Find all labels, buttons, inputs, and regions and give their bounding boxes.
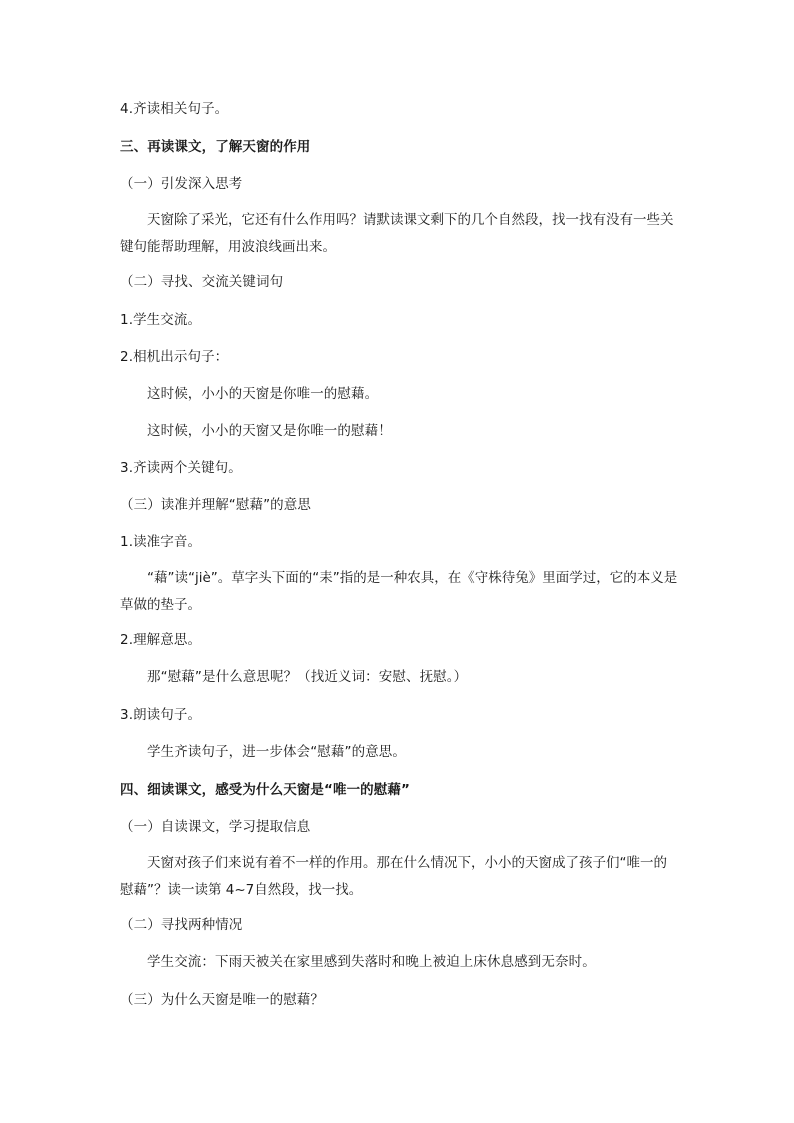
step-1-pronunciation: 1.读准字音。: [120, 534, 202, 550]
step-2-show-sentences: 2.相机出示句子：: [120, 349, 229, 365]
step-2-understand-meaning: 2.理解意思。: [120, 632, 202, 648]
paragraph-skylight-role: 天窗对孩子们来说有着不一样的作用。那在什么情况下，小小的天窗成了孩子们“唯一的慰藉”？读一读第 4~7自然段，找一找。: [120, 855, 667, 898]
subsection-4-1-heading: （一）自读课文，学习提取信息: [120, 819, 311, 835]
students-read-sentence: 学生齐读句子，进一步体会“慰藉”的意思。: [147, 744, 406, 760]
meaning-question: 那“慰藉”是什么意思呢？（找近义词：安慰、抚慰。）: [147, 669, 468, 685]
paragraph-skylight-question: 天窗除了采光，它还有什么作用吗？请默读课文剩下的几个自然段，找一找有没有一些关键句能帮助理解，用波浪线画出来。: [120, 212, 674, 255]
step-1-student-exchange: 1.学生交流。: [120, 312, 202, 328]
student-exchange-answer: 学生交流：下雨天被关在家里感到失落时和晚上被迫上床休息感到无奈时。: [147, 954, 596, 970]
subsection-3-2-heading: （二）寻找、交流关键词句: [120, 274, 284, 290]
subsection-3-1-heading: （一）引发深入思考: [120, 176, 243, 192]
section-3-heading: 三、再读课文，了解天窗的作用: [120, 139, 311, 155]
step-4-read-sentences: 4.齐读相关句子。: [120, 101, 229, 117]
step-3-read-key-sentences: 3.齐读两个关键句。: [120, 460, 242, 476]
subsection-3-3-heading: （三）读准并理解“慰藉”的意思: [120, 497, 311, 513]
paragraph-ji-explanation: “藉”读“jiè”。草字头下面的“耒”指的是一种农具，在《守株待兔》里面学过，它的本义是草做的垫子。: [120, 570, 678, 613]
subsection-4-3-heading: （三）为什么天窗是唯一的慰藉？: [120, 992, 324, 1008]
key-sentence-2: 这时候，小小的天窗又是你唯一的慰藉！: [147, 423, 392, 439]
section-4-heading: 四、细读课文，感受为什么天窗是“唯一的慰藉”: [120, 782, 410, 798]
subsection-4-2-heading: （二）寻找两种情况: [120, 917, 243, 933]
step-3-read-aloud: 3.朗读句子。: [120, 707, 202, 723]
key-sentence-1: 这时候，小小的天窗是你唯一的慰藉。: [147, 386, 379, 402]
